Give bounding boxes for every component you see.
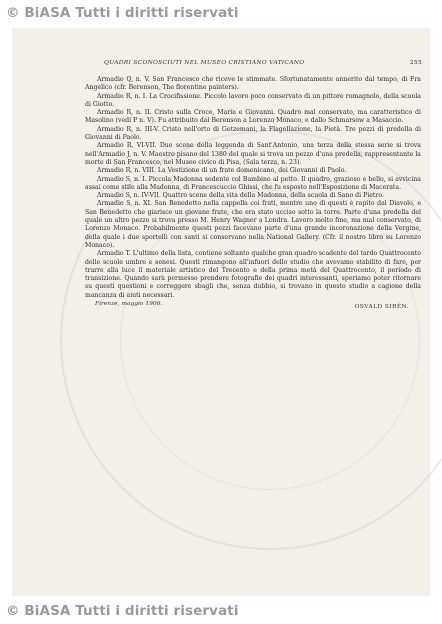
paragraph: Armadio S, n. IV-VII. Quattro scene della vita della Madonna, della scuola di Sano di Pietro. (97, 192, 384, 200)
author-name: OSVALD SIRÉN. (354, 304, 409, 310)
paragraph: Armadio S, n. XI. San Benedetto nella cappella coi frati, mentre uno di questi è rapito dal Diavolo, e San Benedetto che giarisce un giovane frate, che era stato ucciso sotto la torre. Parte d'una predella del quale un altro pezzo si trova presso M. Henry Wagner a Londra. Lavoro molto fine, ma mal conservato, di Lorenzo Monaco. Probabilmente questi pezzi facevano parte d'una grande incoronazione della Vergine, della quale i due sportelli con santi si conservano nella National Gallery. (Cfr. il nostro libro su Lorenzo Monaco). (85, 200, 421, 249)
watermark-bottom: © BiASA Tutti i diritti riservati (6, 603, 239, 619)
article-body (85, 76, 421, 300)
running-title: QUADRI SCONOSCIUTI NEL MUSEO CRISTIANO VATICANO (104, 60, 305, 66)
page-number: 255 (409, 60, 422, 66)
paragraph: Armadio R, n. I. La Crocifissione. Piccolo lavoro poco conservato di un pittore romagnolo, della scuola di Giotto. (85, 92, 421, 108)
running-header (104, 60, 422, 66)
paragraph: Armadio S, n. I. Piccola Madonna sedente col Bambino al petto. Il quadro, grazioso e bello, si avvicina assai come stile alla Madonna, di Francescuccio Ghissi, che fu esposto nell'Esposizione di Macerata. (85, 175, 421, 191)
paragraph: Armadio T. L'ultimo della lista, contiene soltanto qualche gran quadro scadente del tardo Quattrocento delle scuole umbre e senesi. Questi rimangono all'infuori dello studio che avevamo stabilito di fare, per trarre alla luce il materiale artistico del Trecento e della prima metà del Quattrocento, il periodo di transizione. Quando sarà permesso prendere fotografie dei quadri interessanti, speriamo poter ritornare su questi questioni e correggere sbagli che, senza dubbio, si trovano in questo studio a cagione della mancanza di aiuti necessari. (85, 250, 421, 299)
paragraph: Armadio R, n. II. Cristo sulla Croce, Maria e Giovanni. Quadro mal conservato, ma caratteristico di Masolino (vedi P n. V). Fu attribuito dal Berenson a Lorenzo Monaco, e dallo Schmarsow a Masaccio. (85, 109, 421, 125)
paragraph: Armadio R, n. VIII. La Vestizione di un frate domenicano, dei Giovanni di Paolo. (97, 167, 347, 175)
paragraph: Armadio Q, n. V. San Francesco che riceve le stimmate. Sfortunatamente annerito dal tempo, di Fra Angelico (cfr. Berenson, The florentine painters). (85, 76, 421, 92)
place-date: Firenze, maggio 1906. (95, 301, 163, 307)
watermark-top: © BiASA Tutti i diritti riservati (6, 5, 239, 21)
paragraph: Armadio R, n. III-V. Cristo nell'orto di Getzemani, la Flagellazione, la Pietà. Tre pezzi di predella di Giovanni di Paolo. (85, 125, 421, 142)
paragraph: Armadio R, VI-VII. Due scene della leggenda di Sant'Antonio, una terza della stessa serie si trova nell'Armadio J, n. V. Maestro pisano del 1380 del quale si trova un pezzo d'una predella, rappresentante la morte di San Francesco, nel Museo civico di Pisa, (Sala terza, n. 23). (85, 142, 421, 166)
